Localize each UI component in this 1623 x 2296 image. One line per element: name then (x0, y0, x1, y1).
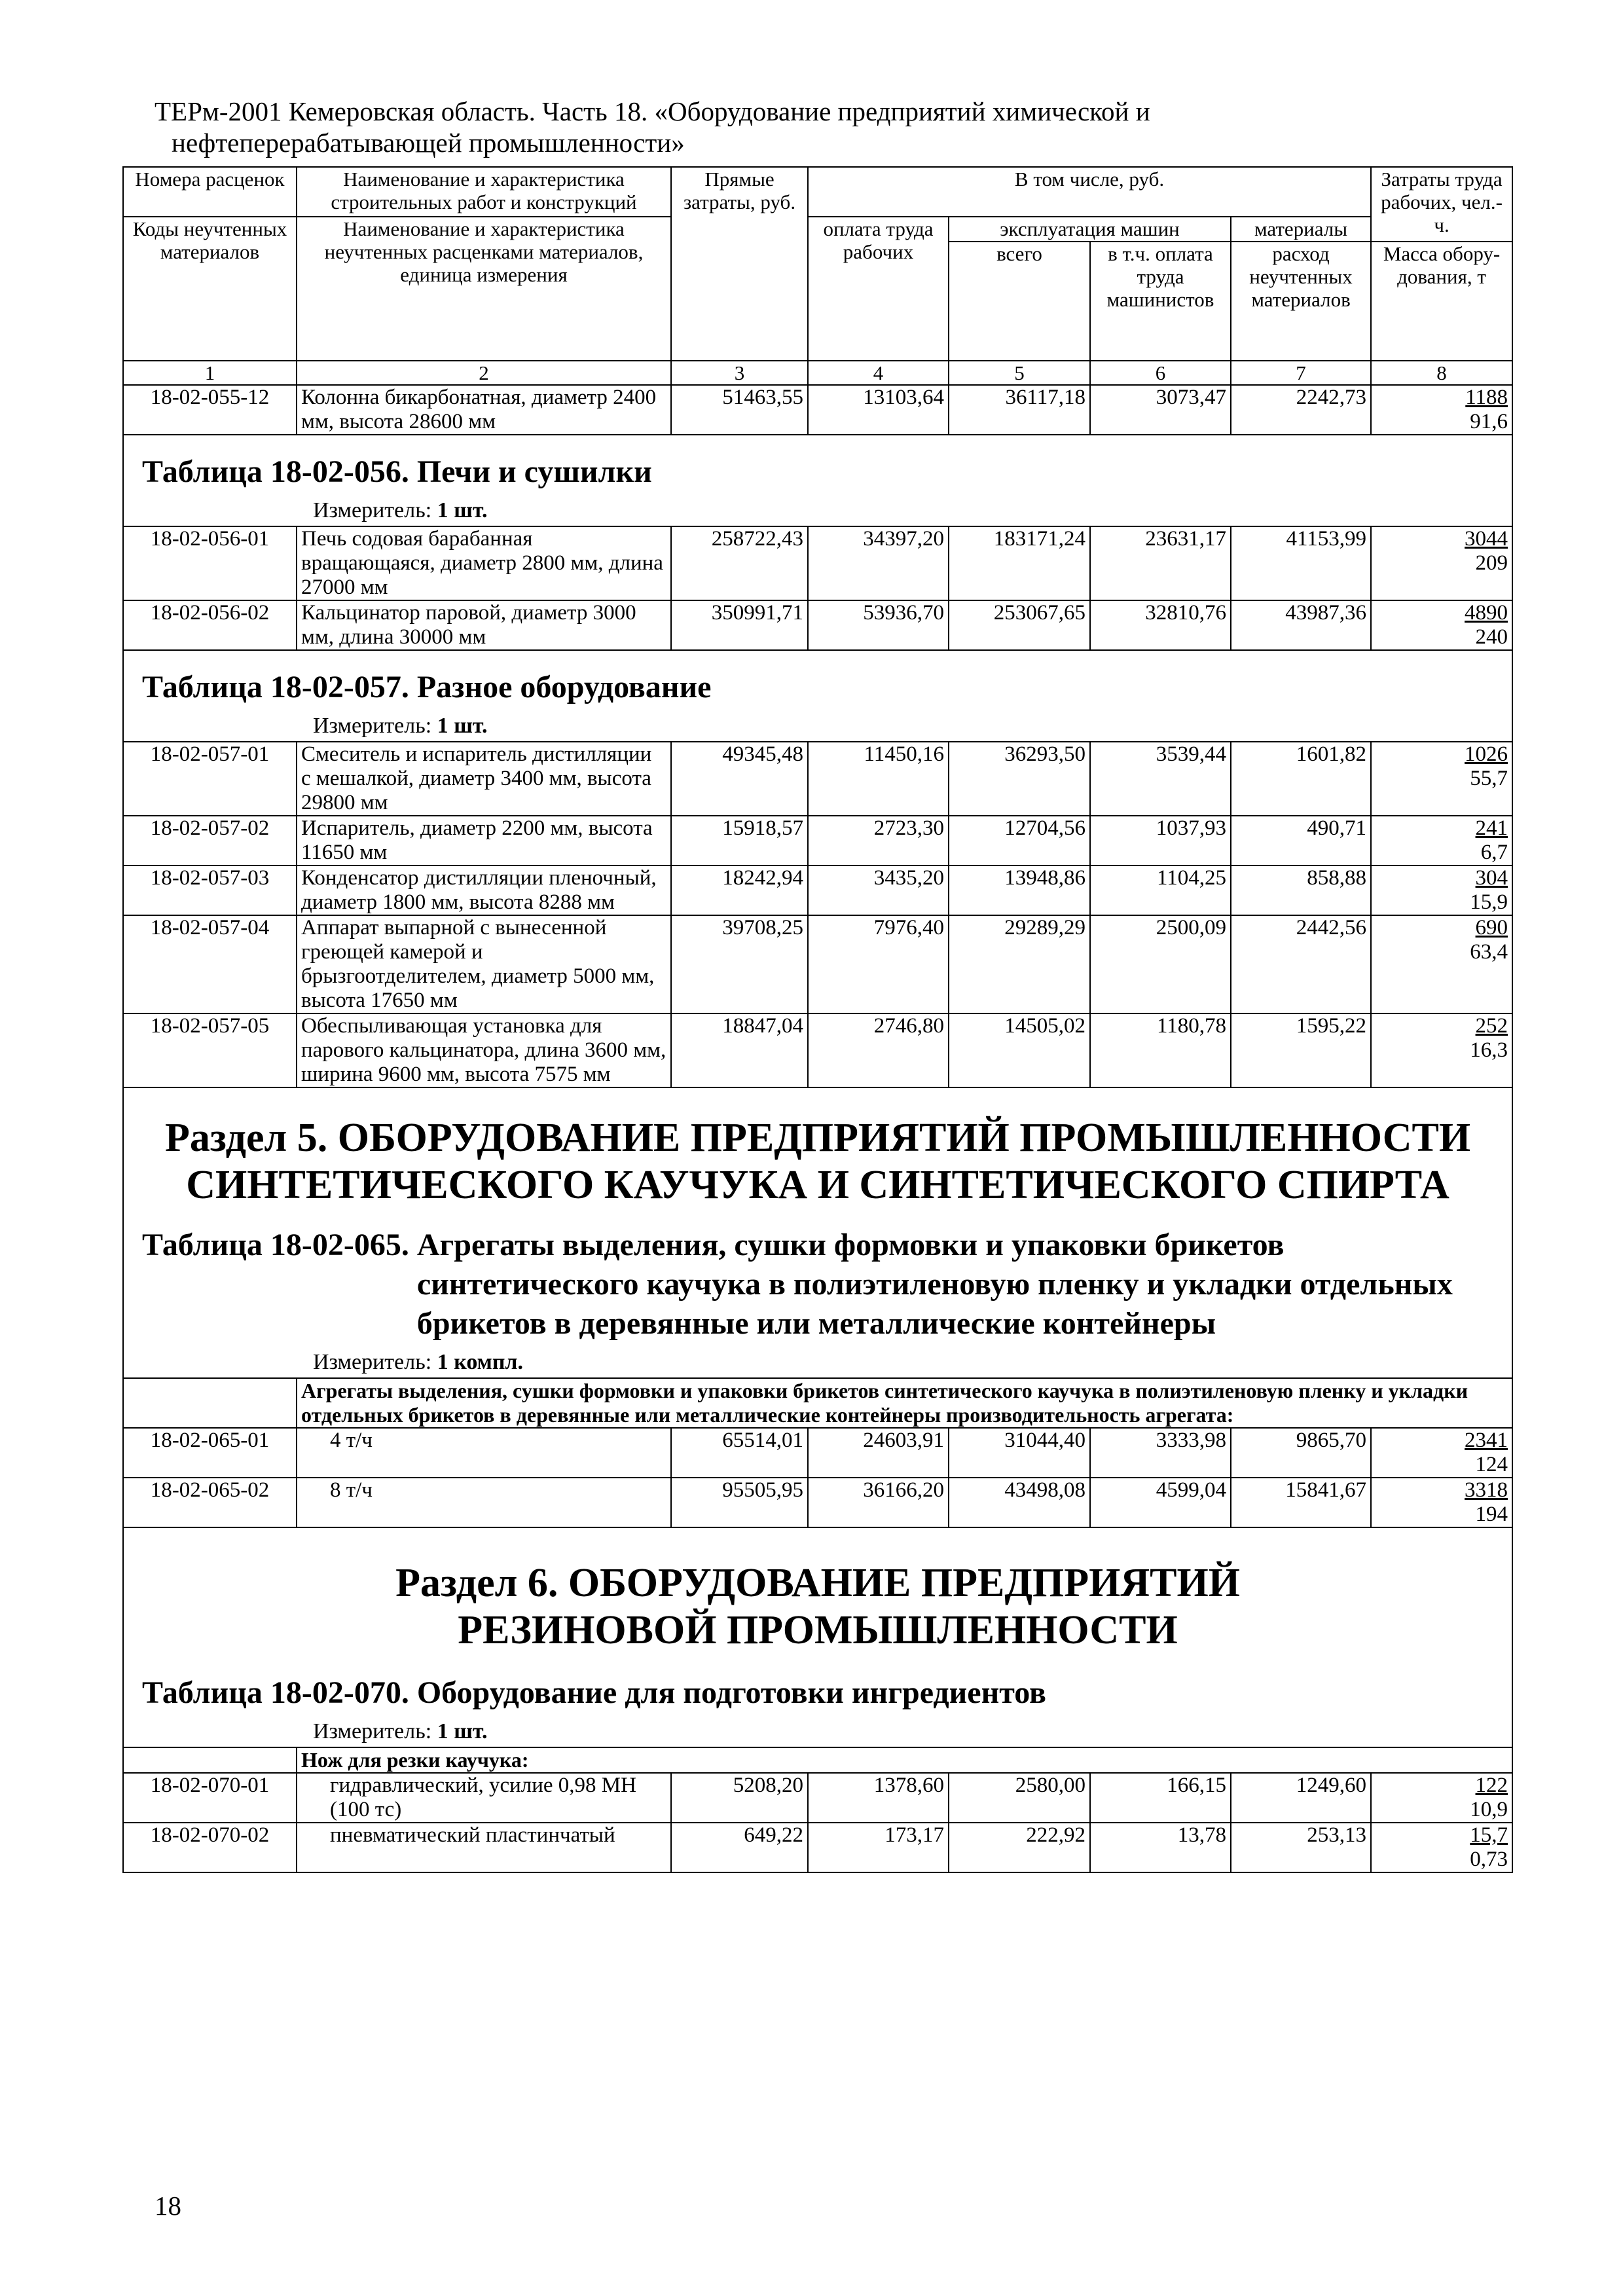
labor-mass (1371, 600, 1512, 650)
table-row (123, 1773, 1512, 1823)
rate-name: пневматический пластинчатый (297, 1823, 671, 1872)
col-header-worker-pay: оплата труда рабочих (808, 217, 949, 361)
equipment-mass: 124 (1475, 1453, 1508, 1476)
labor-mass (1371, 1428, 1512, 1478)
rate-name: Кальцинатор паровой, диаметр 3000 мм, длина 30000 мм (297, 600, 671, 650)
measure-unit (128, 497, 1508, 526)
section-title: Раздел 6. ОБОРУДОВАНИЕ ПРЕДПРИЯТИЙ РЕЗИНОВОЙ ПРОМЫШЛЕННОСТИ (395, 1561, 1240, 1652)
measure-unit (128, 712, 1508, 741)
table-row (123, 866, 1512, 915)
machinist-pay: 166,15 (1090, 1773, 1231, 1823)
measure-value: 1 компл. (437, 1350, 524, 1374)
worker-pay: 3435,20 (808, 866, 949, 915)
table-row (123, 600, 1512, 650)
rate-code: 18-02-057-05 (123, 1013, 297, 1087)
materials: 490,71 (1231, 816, 1371, 866)
rate-code: 18-02-057-02 (123, 816, 297, 866)
table-row (123, 1013, 1512, 1087)
machines-total: 13948,86 (949, 866, 1090, 915)
machinist-pay: 1037,93 (1090, 816, 1231, 866)
materials: 1595,22 (1231, 1013, 1371, 1087)
measure-label: Измеритель: (313, 1350, 432, 1374)
document-header-line-1: ТЕРм-2001 Кемеровская область. Часть 18. «Оборудование предприятий химической и (155, 96, 1150, 126)
direct-costs: 39708,25 (671, 915, 808, 1013)
measure-value: 1 шт. (437, 1719, 488, 1743)
rate-name: Испаритель, диаметр 2200 мм, высота 11650 мм (297, 816, 671, 866)
table-title-number: Таблица 18-02-065. (142, 1228, 409, 1262)
labor-mass (1371, 866, 1512, 915)
equipment-mass: 6,7 (1480, 841, 1508, 864)
direct-costs: 15918,57 (671, 816, 808, 866)
section-row (123, 1527, 1512, 1747)
direct-costs: 95505,95 (671, 1478, 808, 1527)
worker-pay: 53936,70 (808, 600, 949, 650)
rate-code: 18-02-065-02 (123, 1478, 297, 1527)
measure-label: Измеритель: (313, 714, 432, 738)
machinist-pay: 1180,78 (1090, 1013, 1231, 1087)
measure-value: 1 шт. (437, 714, 488, 738)
worker-pay: 36166,20 (808, 1478, 949, 1527)
machines-total: 14505,02 (949, 1013, 1090, 1087)
labor-hours: 122 (1475, 1774, 1508, 1797)
header-row-1 (123, 167, 1512, 217)
table-title-cell (123, 435, 1512, 526)
materials: 41153,99 (1231, 526, 1371, 600)
col-number: 5 (949, 361, 1090, 385)
table-title-row (123, 435, 1512, 526)
equipment-mass: 91,6 (1470, 410, 1508, 433)
worker-pay: 173,17 (808, 1823, 949, 1872)
table-row (123, 742, 1512, 816)
rate-code: 18-02-055-12 (123, 385, 297, 435)
labor-hours: 241 (1475, 816, 1508, 840)
page-number: 18 (155, 2191, 181, 2221)
labor-hours: 1188 (1465, 386, 1508, 409)
rate-name: Печь содовая барабанная вращающаяся, диаметр 2800 мм, длина 27000 мм (297, 526, 671, 600)
direct-costs: 5208,20 (671, 1773, 808, 1823)
equipment-mass: 15,9 (1470, 890, 1508, 914)
table-row (123, 1428, 1512, 1478)
direct-costs: 18242,94 (671, 866, 808, 915)
col-header-material-codes: Коды неучтенных материалов (123, 217, 297, 361)
group-header-row (123, 1378, 1512, 1428)
equipment-mass: 209 (1475, 551, 1508, 575)
direct-costs: 51463,55 (671, 385, 808, 435)
machines-total: 2580,00 (949, 1773, 1090, 1823)
section-title: Раздел 5. ОБОРУДОВАНИЕ ПРЕДПРИЯТИЙ ПРОМЫШЛЕННОСТИ СИНТЕТИЧЕСКОГО КАУЧУКА И СИНТЕТИЧЕСКОГО СПИРТА (164, 1116, 1471, 1207)
labor-mass (1371, 915, 1512, 1013)
header-row-numbers (123, 361, 1512, 385)
rate-code: 18-02-057-03 (123, 866, 297, 915)
worker-pay: 24603,91 (808, 1428, 949, 1478)
rate-name: 8 т/ч (297, 1478, 671, 1527)
equipment-mass: 63,4 (1470, 940, 1508, 964)
machinist-pay: 1104,25 (1090, 866, 1231, 915)
equipment-mass: 240 (1475, 625, 1508, 649)
materials: 253,13 (1231, 1823, 1371, 1872)
labor-hours: 690 (1475, 916, 1508, 939)
machines-total: 29289,29 (949, 915, 1090, 1013)
table-title-cell (123, 650, 1512, 742)
table-title-text: Агрегаты выделения, сушки формовки и упаковки брикетов синтетического каучука в полиэтиленовую пленку и укладки отдельных брикетов в деревянные или металлические контейнеры (416, 1228, 1453, 1341)
machinist-pay: 32810,76 (1090, 600, 1231, 650)
table-title: Таблица 18-02-070. Оборудование для подготовки ингредиентов (142, 1675, 1046, 1710)
col-header-equipment-mass: Масса обору-дования, т (1371, 242, 1512, 361)
group-header: Агрегаты выделения, сушки формовки и упаковки брикетов синтетического каучука в полиэтиленовую пленку и укладки отдельных брикетов в деревянные или металлические контейнеры производительность агрегата: (297, 1378, 1512, 1428)
machines-total: 253067,65 (949, 600, 1090, 650)
col-header-machine-operation: эксплуатация машин (949, 217, 1231, 242)
equipment-mass: 10,9 (1470, 1798, 1508, 1821)
table-row (123, 526, 1512, 600)
machines-total: 43498,08 (949, 1478, 1090, 1527)
direct-costs: 65514,01 (671, 1428, 808, 1478)
col-header-direct-costs: Прямые затраты, руб. (671, 167, 808, 361)
materials: 858,88 (1231, 866, 1371, 915)
materials: 9865,70 (1231, 1428, 1371, 1478)
worker-pay: 7976,40 (808, 915, 949, 1013)
materials: 1601,82 (1231, 742, 1371, 816)
col-number: 1 (123, 361, 297, 385)
machines-total: 36117,18 (949, 385, 1090, 435)
labor-mass (1371, 1773, 1512, 1823)
empty-cell (123, 1747, 297, 1773)
machinist-pay: 4599,04 (1090, 1478, 1231, 1527)
col-header-work-name: Наименование и характеристика строительных работ и конструкций (297, 167, 671, 217)
empty-cell (123, 1378, 297, 1428)
worker-pay: 1378,60 (808, 1773, 949, 1823)
machines-total: 222,92 (949, 1823, 1090, 1872)
table-row (123, 915, 1512, 1013)
col-number: 4 (808, 361, 949, 385)
machinist-pay: 3539,44 (1090, 742, 1231, 816)
measure-unit (128, 1718, 1508, 1747)
table-title: Таблица 18-02-057. Разное оборудование (142, 670, 712, 704)
machinist-pay: 3333,98 (1090, 1428, 1231, 1478)
section-row (123, 1087, 1512, 1378)
table-row (123, 385, 1512, 435)
labor-hours: 4890 (1465, 601, 1508, 625)
labor-hours: 3044 (1465, 527, 1508, 551)
materials: 2242,73 (1231, 385, 1371, 435)
rate-code: 18-02-056-02 (123, 600, 297, 650)
col-header-labor-hours: Затраты труда рабочих, чел.-ч. (1371, 167, 1512, 242)
group-header-row (123, 1747, 1512, 1773)
col-header-materials: материалы (1231, 217, 1371, 242)
direct-costs: 258722,43 (671, 526, 808, 600)
table-title (128, 1222, 1508, 1349)
machinist-pay: 23631,17 (1090, 526, 1231, 600)
col-header-machines-total: всего (949, 242, 1090, 361)
rate-name: 4 т/ч (297, 1428, 671, 1478)
rate-name: Аппарат выпарной с вынесенной греющей камерой и брызгоотделителем, диаметр 5000 мм, высота 17650 мм (297, 915, 671, 1013)
measure-label: Измеритель: (313, 1719, 432, 1743)
col-header-unaccounted-materials: расход неучтенных материалов (1231, 242, 1371, 361)
equipment-mass: 55,7 (1470, 767, 1508, 790)
rate-code: 18-02-065-01 (123, 1428, 297, 1478)
group-header: Нож для резки каучука: (297, 1747, 1512, 1773)
rates-table (122, 166, 1513, 1873)
rate-name: Смеситель и испаритель дистилляции с мешалкой, диаметр 3400 мм, высота 29800 мм (297, 742, 671, 816)
rate-code: 18-02-057-01 (123, 742, 297, 816)
col-number: 3 (671, 361, 808, 385)
measure-unit (128, 1349, 1508, 1377)
equipment-mass: 194 (1475, 1503, 1508, 1526)
materials: 2442,56 (1231, 915, 1371, 1013)
labor-mass (1371, 385, 1512, 435)
labor-hours: 15,7 (1470, 1823, 1508, 1847)
table-title-row (123, 650, 1512, 742)
document-header-line-2: нефтеперерабатывающей промышленности» (172, 128, 685, 158)
labor-mass (1371, 1013, 1512, 1087)
equipment-mass: 16,3 (1470, 1038, 1508, 1062)
labor-hours: 1026 (1465, 742, 1508, 766)
direct-costs: 649,22 (671, 1823, 808, 1872)
labor-hours: 304 (1475, 866, 1508, 890)
worker-pay: 11450,16 (808, 742, 949, 816)
measure-label: Измеритель: (313, 498, 432, 522)
col-header-machinist-pay: в т.ч. оплата труда машинистов (1090, 242, 1231, 361)
rate-code: 18-02-056-01 (123, 526, 297, 600)
labor-mass (1371, 1478, 1512, 1527)
col-number: 2 (297, 361, 671, 385)
header-row-2 (123, 217, 1512, 242)
labor-mass (1371, 816, 1512, 866)
rate-name: Конденсатор дистилляции пленочный, диаметр 1800 мм, высота 8288 мм (297, 866, 671, 915)
rate-code: 18-02-070-02 (123, 1823, 297, 1872)
worker-pay: 2746,80 (808, 1013, 949, 1087)
materials: 43987,36 (1231, 600, 1371, 650)
labor-mass (1371, 742, 1512, 816)
machines-total: 31044,40 (949, 1428, 1090, 1478)
machines-total: 36293,50 (949, 742, 1090, 816)
worker-pay: 2723,30 (808, 816, 949, 866)
materials: 1249,60 (1231, 1773, 1371, 1823)
table-title: Таблица 18-02-056. Печи и сушилки (142, 454, 652, 489)
worker-pay: 13103,64 (808, 385, 949, 435)
machinist-pay: 13,78 (1090, 1823, 1231, 1872)
col-number: 6 (1090, 361, 1231, 385)
rate-name: Обеспыливающая установка для парового кальцинатора, длина 3600 мм, ширина 9600 мм, высота 7575 мм (297, 1013, 671, 1087)
labor-hours: 2341 (1465, 1429, 1508, 1452)
direct-costs: 350991,71 (671, 600, 808, 650)
direct-costs: 18847,04 (671, 1013, 808, 1087)
machines-total: 183171,24 (949, 526, 1090, 600)
labor-hours: 3318 (1465, 1478, 1508, 1502)
col-number: 7 (1231, 361, 1371, 385)
labor-mass (1371, 1823, 1512, 1872)
labor-hours: 252 (1475, 1014, 1508, 1038)
machinist-pay: 2500,09 (1090, 915, 1231, 1013)
worker-pay: 34397,20 (808, 526, 949, 600)
table-row (123, 1823, 1512, 1872)
section-cell (123, 1087, 1512, 1378)
rate-code: 18-02-057-04 (123, 915, 297, 1013)
col-number: 8 (1371, 361, 1512, 385)
equipment-mass: 0,73 (1470, 1848, 1508, 1871)
machinist-pay: 3073,47 (1090, 385, 1231, 435)
rate-code: 18-02-070-01 (123, 1773, 297, 1823)
section-cell (123, 1527, 1512, 1747)
rate-name: Колонна бикарбонатная, диаметр 2400 мм, высота 28600 мм (297, 385, 671, 435)
col-header-including: В том числе, руб. (808, 167, 1371, 217)
rate-name: гидравлический, усилие 0,98 МН (100 тс) (297, 1773, 671, 1823)
materials: 15841,67 (1231, 1478, 1371, 1527)
col-header-rate-numbers: Номера расценок (123, 167, 297, 217)
labor-mass (1371, 526, 1512, 600)
table-row (123, 816, 1512, 866)
machines-total: 12704,56 (949, 816, 1090, 866)
direct-costs: 49345,48 (671, 742, 808, 816)
measure-value: 1 шт. (437, 498, 488, 522)
table-row (123, 1478, 1512, 1527)
col-header-material-name: Наименование и характеристика неучтенных расценками материалов, единица измерения (297, 217, 671, 361)
